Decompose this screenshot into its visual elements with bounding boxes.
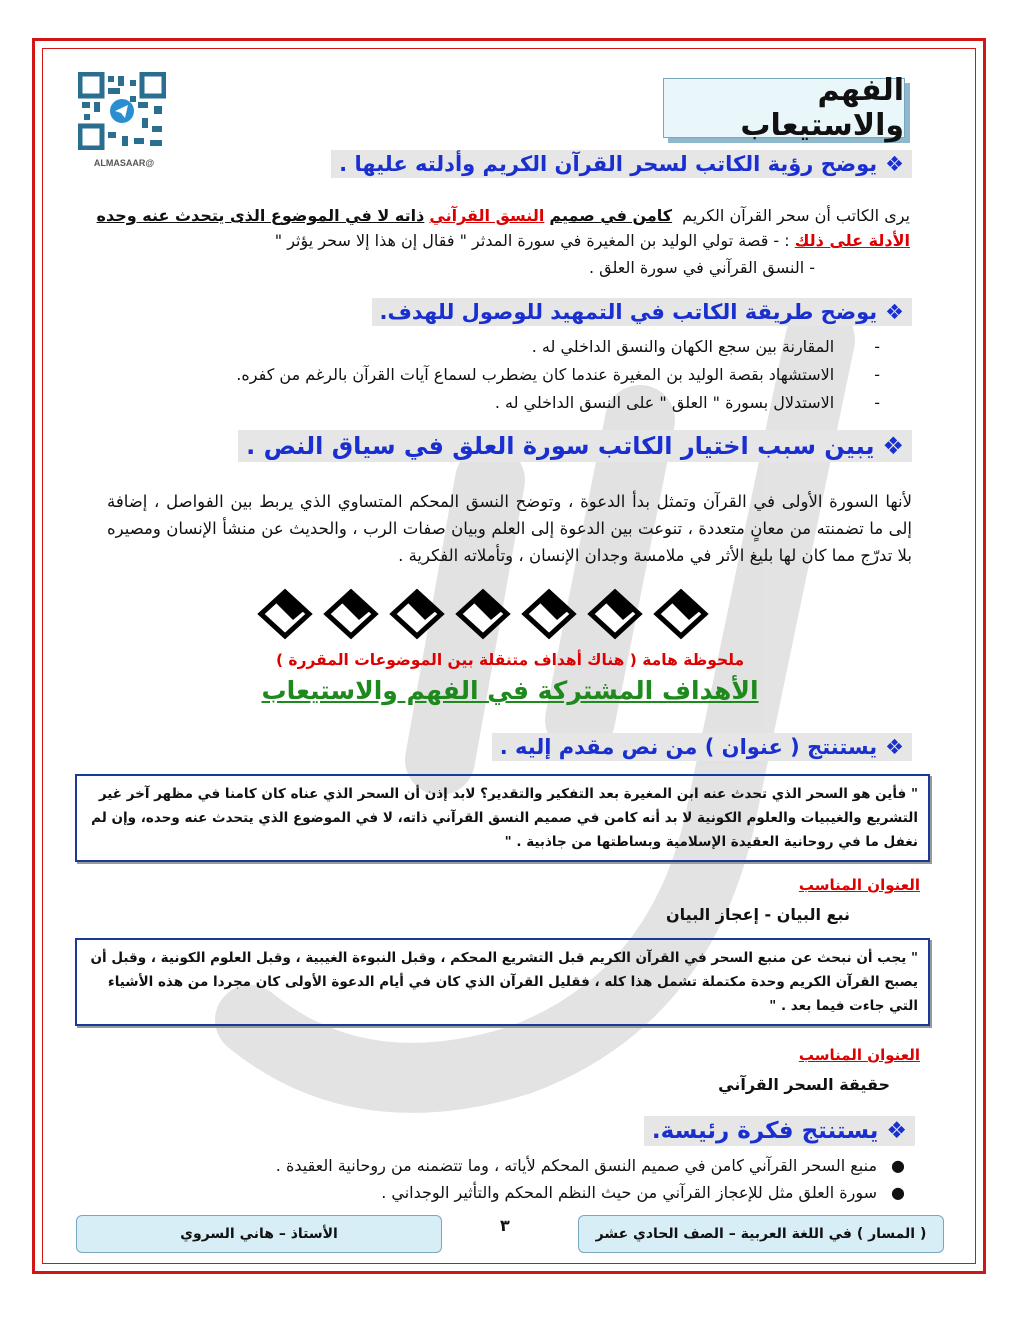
page-title: الفهم والاستيعاب [663, 78, 905, 138]
quote-box-2: " يجب أن نبحث عن منبع السحر في القرآن الكريم قبل التشريع المحكم ، وقبل النبوءة الغيبية ، وقبل العلوم الكونية ، وقبل أن يصبح القرآن الكريم وحدة مكتملة تشمل هذا كله ، فقليل القرآن الذي كان في أيام الدعوة الأولى كان مجردا من هذه الأشياء التي جاءت فيما بعد . " [75, 938, 930, 1026]
section3-paragraph: لأنها السورة الأولى في القرآن وتمثل بدأ الدعوة ، وتوضح النسق المحكم المتساوي الذي يربط بين الفواصل ، إضافة إلى ما تضمنته من معانٍ متعددة ، تنوعت بين الدعوة إلى العلم وبيان صفات الرب ، والحديث عن منشأ الإنسان ومصيره بلا تدرّج مما كان لها بليغ الأثر في ملامسة وجدان الإنسان ، وتأملاته الفكرية . [107, 492, 912, 565]
diamond-bullet-icon: ❖ [885, 735, 904, 759]
diamond-bullet-icon: ❖ [882, 432, 904, 460]
section1-heading: ❖يوضح رؤية الكاتب لسحر القرآن الكريم وأدلته عليها . [331, 150, 912, 178]
decorative-diamonds-row [255, 588, 715, 640]
diamond-bullet-icon: ❖ [885, 300, 904, 324]
qr-handle-label: @ALMASAAR [93, 158, 155, 168]
shared-goals-title: الأهداف المشتركة في الفهم والاستيعاب [261, 676, 759, 705]
section2-heading: ❖يوضح طريقة الكاتب في التمهيد للوصول للهدف. [372, 298, 912, 326]
qr-code-icon [78, 72, 166, 150]
diamond-ornament-icon [459, 592, 507, 636]
section5-item-1: ●منبع السحر القرآني كامن في صميم النسق المحكم لأياته ، وما تتضمنه من روحانية العقيدة . [275, 1156, 905, 1175]
diamond-ornament-icon [657, 592, 705, 636]
page-number: ٣ [500, 1216, 510, 1235]
suitable-title-answer-1: نبع البيان - إعجاز البيان [666, 905, 850, 924]
suitable-title-label-1: العنوان المناسب [798, 876, 920, 894]
diamond-ornament-icon [525, 592, 573, 636]
diamond-bullet-icon: ❖ [885, 152, 904, 176]
section1-evidence-line2: - النسق القرآني في سورة العلق . [588, 258, 815, 277]
section4-heading: ❖يستنتج ( عنوان ) من نص مقدم إليه . [492, 733, 912, 761]
section5-heading: ❖يستنتج فكرة رئيسة. [644, 1116, 915, 1146]
section2-item-3: -الاستدلال بسورة " العلق " على النسق الداخلي له . [494, 393, 880, 412]
section2-item-1: -المقارنة بين سجع الكهان والنسق الداخلي له . [531, 337, 880, 356]
important-note: ملحوظة هامة ( هناك أهداف متنقلة بين الموضوعات المقررة ) [275, 651, 745, 669]
quote-box-1: " فأين هو السحر الذي تحدث عنه ابن المغيرة بعد التفكير والتقدير؟ لابد إذن أن السحر الذي عناه كان كامنا في مظهر آخر غير التشريع والغيبيات والعلوم الكونية لا بد أنه كامن في صميم النسق القرآني ذاته، لا في الموضوع الذي يتحدث عنه وحده، وإن لم نغفل ما في روحانية العقيدة الإسلامية وبساطتها من جاذبية . " [75, 774, 930, 862]
suitable-title-answer-2: حقيقة السحر القرآني [718, 1075, 890, 1094]
section1-line1: يرى الكاتب أن سحر القرآن الكريم كامن في صميم النسق القرآني ذاته لا في الموضوع الذى يتحدث عنه وحده [96, 206, 910, 225]
footer-course-info: ( المسار ) في اللغة العربية – الصف الحادي عشر [578, 1215, 944, 1253]
evidence-label: الأدلة على ذلك [794, 231, 910, 250]
suitable-title-label-2: العنوان المناسب [798, 1046, 920, 1064]
diamond-bullet-icon: ❖ [886, 1118, 907, 1144]
diamond-ornament-icon [327, 592, 375, 636]
diamond-ornament-icon [393, 592, 441, 636]
diamond-ornament-icon [261, 592, 309, 636]
section5-item-2: ●سورة العلق مثل للإعجاز القرآني من حيث النظم المحكم والتأثير الوجداني . [381, 1183, 905, 1202]
footer-teacher-name: الأستاذ – هاني السروي [76, 1215, 442, 1253]
section3-heading: ❖يبين سبب اختيار الكاتب سورة العلق في سياق النص . [238, 430, 912, 462]
section1-evidence-line1: الأدلة على ذلك : - قصة تولي الوليد بن المغيرة في سورة المدثر " فقال إن هذا إلا سحر يؤثر " [274, 231, 910, 250]
diamond-ornament-icon [591, 592, 639, 636]
section2-item-2: -الاستشهاد بقصة الوليد بن المغيرة عندما كان يضطرب لسماع آيات القرآن بالرغم من كفره. [236, 365, 880, 384]
